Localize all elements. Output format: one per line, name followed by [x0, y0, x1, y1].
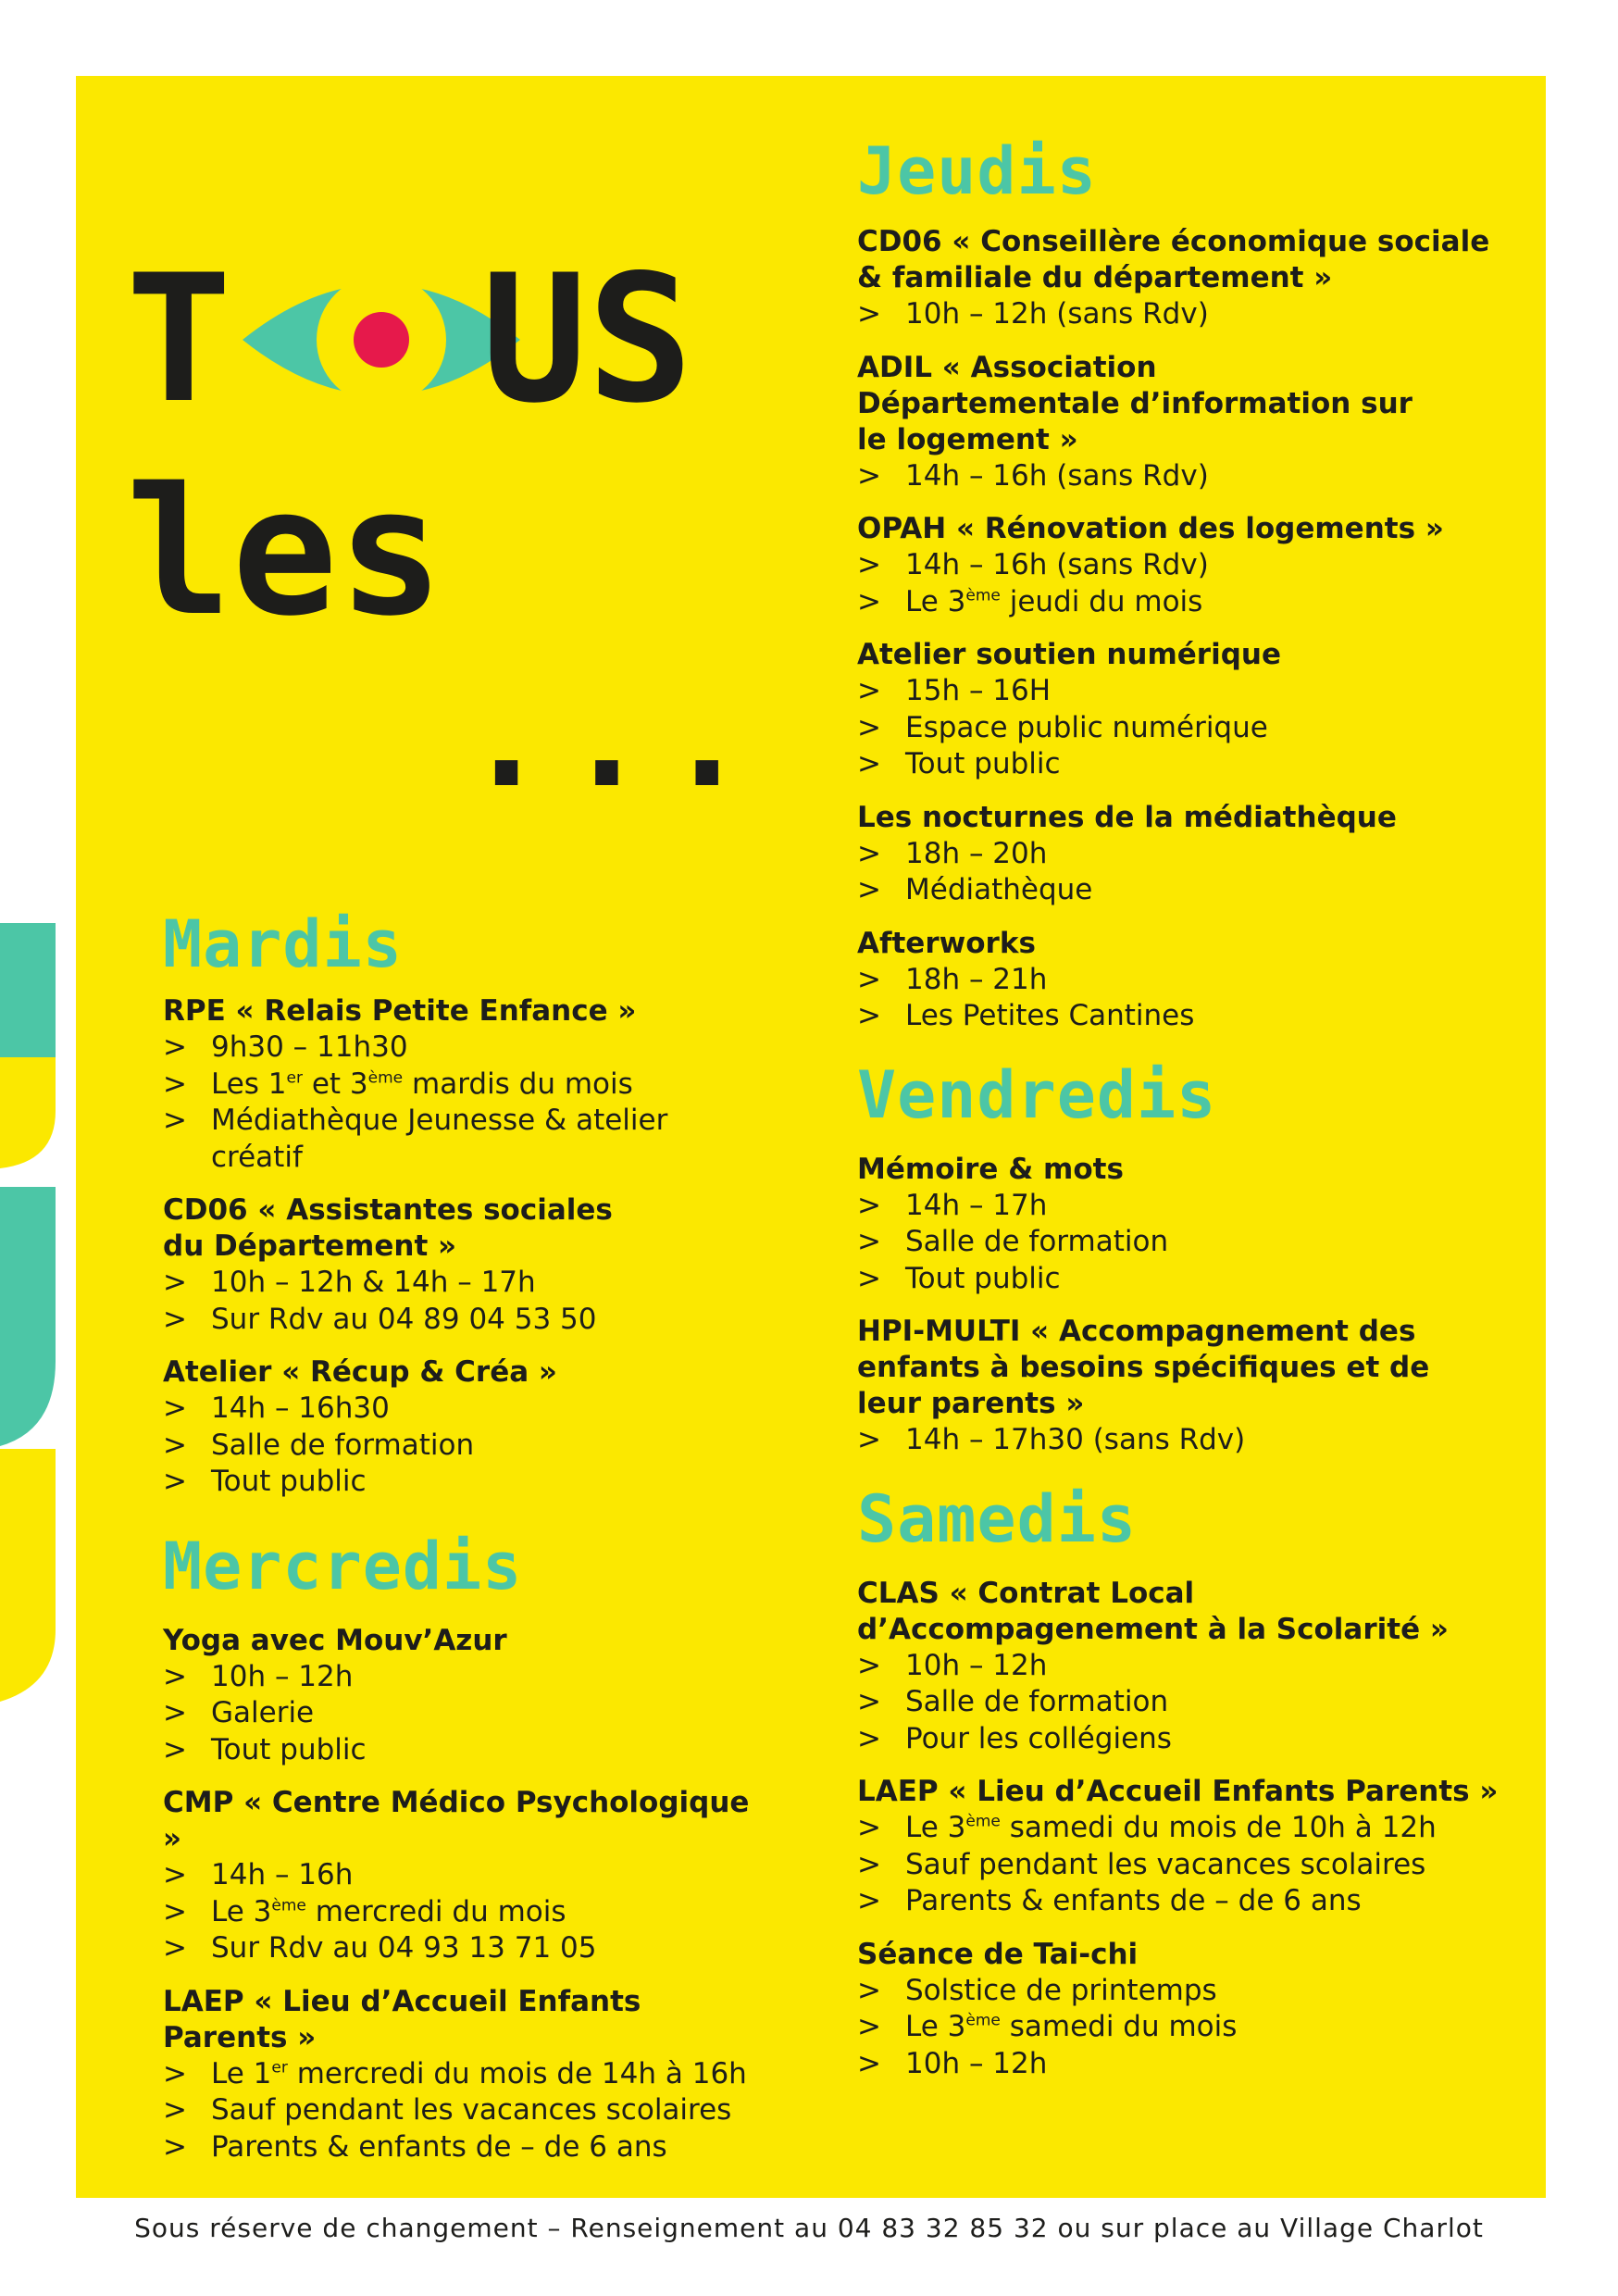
entry-line [857, 872, 1524, 909]
entry-cd06-assistantes [163, 1192, 755, 1338]
entry-line [857, 673, 1524, 710]
line-text: 14h – 16h30 [211, 1391, 390, 1425]
entry-line [857, 458, 1524, 495]
bullet-icon: > [163, 1732, 187, 1766]
entry-line [163, 1265, 755, 1302]
bullet-icon: > [857, 1188, 881, 1222]
entry-line [163, 1103, 755, 1176]
bullet-icon: > [857, 1973, 881, 2007]
line-text: Espace public numérique [905, 710, 1268, 744]
line-text: 14h – 17h [905, 1188, 1048, 1222]
entry-line [163, 1695, 755, 1732]
line-text: Les 1er et 3ème mardis du mois [211, 1067, 633, 1101]
line-text: Le 3ème jeudi du mois [905, 584, 1203, 618]
line-text: 18h – 21h [905, 962, 1048, 996]
bullet-icon: > [163, 1931, 187, 1965]
entry-line [857, 710, 1524, 747]
line-text: Pour les collégiens [905, 1721, 1172, 1755]
left-edge-decoration [0, 0, 57, 1759]
line-text: Tout public [905, 1261, 1061, 1295]
left-column [163, 906, 755, 2165]
entry-title: HPI-MULTI « Accompagnement des enfants à besoins spécifiques et de leur parents » [857, 1315, 1430, 1420]
bullet-icon: > [857, 297, 881, 331]
entry-line [857, 1422, 1524, 1459]
yellow-shape-1 [0, 1057, 56, 1168]
entry-tai-chi [857, 1937, 1524, 2083]
bullet-icon: > [857, 1721, 881, 1755]
entry-line [857, 1810, 1524, 1847]
bullet-icon: > [857, 1648, 881, 1682]
entry-title: CLAS « Contrat Local d’Accompagenement à la Scolarité » [857, 1576, 1449, 1646]
bullet-icon: > [857, 1261, 881, 1295]
entry-cmp [163, 1785, 755, 1967]
entry-title: OPAH « Rénovation des logements » [857, 512, 1444, 545]
bullet-icon: > [857, 747, 881, 780]
entry-line [857, 1847, 1524, 1884]
entry-laep-mercredi [163, 1984, 755, 2166]
entry-title: Mémoire & mots [857, 1152, 1124, 1186]
line-text: 14h – 17h30 (sans Rdv) [905, 1423, 1246, 1456]
entry-title: ADIL « Association Départementale d’information sur le logement » [857, 350, 1413, 456]
entry-line [857, 1973, 1524, 2010]
entry-line [163, 1302, 755, 1339]
line-text: 14h – 16h (sans Rdv) [905, 458, 1209, 493]
entry-line [857, 1883, 1524, 1920]
entry-title: LAEP « Lieu d’Accueil Enfants Parents » [163, 1984, 641, 2054]
bullet-icon: > [163, 1067, 187, 1101]
entry-line [163, 1029, 755, 1067]
line-text: 10h – 12h & 14h – 17h [211, 1266, 536, 1299]
entry-line [857, 1224, 1524, 1261]
section-jeudis [857, 133, 1524, 1035]
entry-line [857, 2046, 1524, 2083]
day-title-mercredis: Mercredis [163, 1528, 523, 1604]
entry-line [857, 1684, 1524, 1721]
line-text: Salle de formation [211, 1428, 475, 1462]
entry-title: LAEP « Lieu d’Accueil Enfants Parents » [857, 1775, 1499, 1808]
bullet-icon: > [857, 2010, 881, 2043]
line-text: Médiathèque Jeunesse & atelier créatif [211, 1104, 668, 1174]
entry-line [857, 1721, 1524, 1758]
line-text: Les Petites Cantines [905, 999, 1195, 1032]
entry-line [163, 1732, 755, 1769]
entry-yoga [163, 1623, 755, 1769]
entry-recup-crea [163, 1354, 755, 1501]
line-text: Tout public [211, 1732, 367, 1766]
line-text: 10h – 12h [905, 1648, 1048, 1682]
entry-line [857, 962, 1524, 999]
entry-line [857, 746, 1524, 783]
bullet-icon: > [857, 1811, 881, 1844]
entry-line [163, 1894, 755, 1931]
bullet-icon: > [163, 1266, 187, 1299]
entry-memoire-mots [857, 1152, 1524, 1298]
yellow-shape-2 [0, 1449, 56, 1702]
logo-word-les: les [126, 450, 444, 655]
line-text: Salle de formation [905, 1685, 1169, 1718]
section-vendredis [857, 1056, 1524, 1459]
bullet-icon: > [163, 1894, 187, 1928]
entry-line [163, 1391, 755, 1428]
day-title-vendredis: Vendredis [857, 1056, 1217, 1133]
line-text: Parents & enfants de – de 6 ans [211, 2129, 667, 2164]
bullet-icon: > [857, 999, 881, 1032]
line-text: Sauf pendant les vacances scolaires [905, 1847, 1426, 1881]
line-text: Le 3ème samedi du mois [905, 2010, 1238, 2043]
bullet-icon: > [857, 584, 881, 618]
entry-line [163, 1464, 755, 1501]
entry-title: CMP « Centre Médico Psychologique » [163, 1786, 750, 1855]
entry-laep-samedi [857, 1774, 1524, 1920]
entry-clas [857, 1576, 1524, 1758]
entry-line [163, 2092, 755, 2129]
line-text: Salle de formation [905, 1225, 1169, 1258]
line-text: Tout public [211, 1465, 367, 1498]
entry-title: RPE « Relais Petite Enfance » [163, 994, 637, 1028]
bullet-icon: > [857, 836, 881, 870]
bullet-icon: > [857, 1423, 881, 1456]
line-text: 10h – 12h [905, 2046, 1048, 2080]
program-panel [76, 76, 1546, 2198]
entry-line [163, 1067, 755, 1104]
entry-line [163, 1659, 755, 1696]
line-text: 10h – 12h (sans Rdv) [905, 297, 1209, 331]
bullet-icon: > [163, 1030, 187, 1064]
entry-cd06-conseillere [857, 224, 1524, 333]
bullet-icon: > [857, 873, 881, 906]
entry-line [163, 1930, 755, 1967]
entry-title: Séance de Tai-chi [857, 1937, 1139, 1971]
entry-adil [857, 350, 1524, 495]
section-mercredis [163, 1528, 755, 2166]
entry-title: CD06 « Conseillère économique sociale & familiale du département » [857, 225, 1490, 294]
entry-line [857, 1188, 1524, 1225]
right-column [857, 133, 1524, 2082]
line-text: Médiathèque [905, 873, 1093, 906]
bullet-icon: > [163, 1659, 187, 1693]
bullet-icon: > [857, 1847, 881, 1881]
bullet-icon: > [857, 1225, 881, 1258]
bullet-icon: > [163, 1302, 187, 1336]
bullet-icon: > [163, 1104, 187, 1137]
line-text: Solstice de printemps [905, 1973, 1217, 2007]
entry-title: Yoga avec Mouv’Azur [163, 1623, 507, 1657]
line-text: Sauf pendant les vacances scolaires [211, 2093, 732, 2127]
line-text: 15h – 16H [905, 674, 1052, 707]
entry-line [857, 2009, 1524, 2046]
entry-opah [857, 511, 1524, 620]
section-samedis [857, 1480, 1524, 2083]
entry-title: Atelier soutien numérique [857, 638, 1282, 671]
entry-hpi-multi [857, 1314, 1524, 1459]
day-title-mardis: Mardis [163, 906, 403, 982]
footer-note: Sous réserve de changement – Renseignement au 04 83 32 85 32 ou sur place au Village Charlot [134, 2213, 1484, 2243]
bullet-icon: > [163, 2056, 187, 2090]
entry-line [163, 1428, 755, 1465]
entry-line [857, 584, 1524, 621]
entry-line [857, 547, 1524, 584]
entry-atelier-numerique [857, 637, 1524, 783]
day-title-samedis: Samedis [857, 1480, 1138, 1557]
green-shape-2 [0, 1187, 56, 1446]
entry-nocturnes [857, 800, 1524, 909]
entry-title: Afterworks [857, 926, 1036, 960]
bullet-icon: > [163, 1465, 187, 1498]
entry-line [857, 296, 1524, 333]
entry-line [857, 836, 1524, 873]
line-text: 9h30 – 11h30 [211, 1030, 408, 1064]
entry-line [857, 1261, 1524, 1298]
day-title-jeudis: Jeudis [857, 133, 1097, 209]
bullet-icon: > [163, 2093, 187, 2127]
line-text: Le 1er mercredi du mois de 14h à 16h [211, 2056, 747, 2090]
bullet-icon: > [857, 674, 881, 707]
entry-line [163, 2129, 755, 2166]
entry-afterworks [857, 926, 1524, 1035]
line-text: 14h – 16h [211, 1858, 354, 1891]
bullet-icon: > [163, 1428, 187, 1462]
line-text: Le 3ème samedi du mois de 10h à 12h [905, 1811, 1437, 1844]
line-text: 18h – 20h [905, 836, 1048, 870]
bullet-icon: > [857, 548, 881, 581]
bullet-icon: > [163, 2129, 187, 2164]
line-text: Tout public [905, 747, 1061, 780]
bullet-icon: > [163, 1391, 187, 1425]
line-text: 10h – 12h [211, 1659, 354, 1693]
line-text: Sur Rdv au 04 89 04 53 50 [211, 1302, 597, 1336]
entry-line [163, 2056, 755, 2093]
entry-line [163, 1857, 755, 1894]
bullet-icon: > [857, 1884, 881, 1917]
entry-line [857, 998, 1524, 1035]
line-text: 14h – 16h (sans Rdv) [905, 548, 1209, 581]
bullet-icon: > [857, 458, 881, 493]
line-text: Galerie [211, 1696, 315, 1729]
entry-title: Atelier « Récup & Créa » [163, 1355, 557, 1389]
entry-title: Les nocturnes de la médiathèque [857, 800, 1397, 834]
line-text: Parents & enfants de – de 6 ans [905, 1884, 1362, 1917]
green-shape-1 [0, 923, 56, 1057]
bullet-icon: > [163, 1858, 187, 1891]
logo-letter-t: T [126, 237, 232, 442]
line-text: Le 3ème mercredi du mois [211, 1894, 566, 1928]
logo-dots: ... [465, 657, 765, 818]
logo-letters-us: US [481, 237, 693, 442]
entry-rpe [163, 993, 755, 1176]
line-text: Sur Rdv au 04 93 13 71 05 [211, 1931, 597, 1965]
bullet-icon: > [857, 962, 881, 996]
section-mardis [163, 906, 755, 1501]
bullet-icon: > [163, 1696, 187, 1729]
entry-title: CD06 « Assistantes sociales du Département » [163, 1193, 613, 1263]
entry-line [857, 1648, 1524, 1685]
bullet-icon: > [857, 1685, 881, 1718]
bullet-icon: > [857, 2046, 881, 2080]
bullet-icon: > [857, 710, 881, 744]
